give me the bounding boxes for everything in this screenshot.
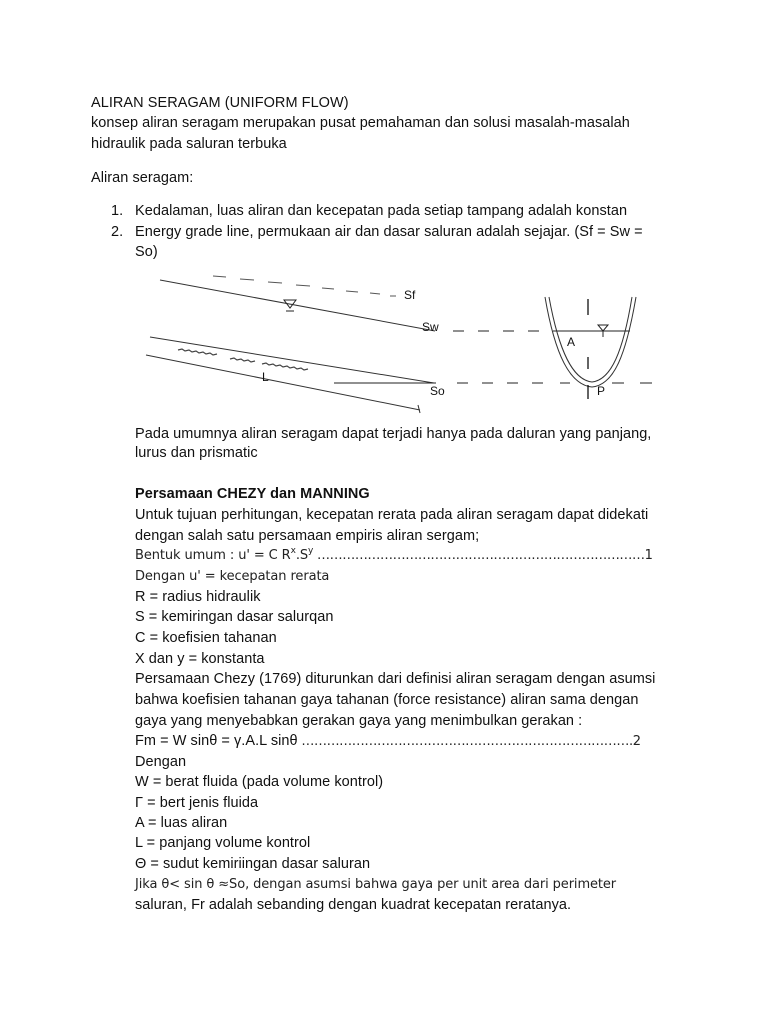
intro-line-1: konsep aliran seragam merupakan pusat pemahaman dan solusi masalah-masalah: [91, 115, 630, 131]
cross-section-triangle-icon: [598, 325, 608, 331]
def-u: Dengan u' = kecepatan rerata: [135, 569, 330, 584]
channel-cross-section-inner: [549, 297, 632, 382]
chezy-heading: Persamaan CHEZY dan MANNING: [135, 486, 370, 502]
list-item-2: Energy grade line, permukaan air dan dasar saluran adalah sejajar. (Sf = Sw =: [135, 224, 643, 240]
eq1-sup-y: y: [308, 546, 314, 556]
list-number-1: 1.: [111, 203, 124, 219]
chezy-para-line-1: Persamaan Chezy (1769) diturunkan dari definisi aliran seragam dengan asumsi: [135, 671, 656, 687]
eq1-prefix: Bentuk umum : u' = C R: [135, 548, 291, 563]
page-title: ALIRAN SERAGAM (UNIFORM FLOW): [91, 95, 349, 111]
def-xy: X dan y = konstanta: [135, 651, 265, 667]
water-surface-line: [160, 280, 435, 331]
list-item-1: Kedalaman, luas aliran dan kecepatan pada setiap tampang adalah konstan: [135, 203, 628, 219]
eq2-prefix: Fm = W sinθ = γ.A.L sinθ: [135, 733, 298, 749]
aliran-heading: Aliran seragam:: [91, 170, 194, 186]
so-label: So: [430, 384, 445, 398]
list-number-2: 2.: [111, 224, 124, 240]
uniform-para-line-1: Pada umumnya aliran seragam dapat terjadi hanya pada daluran yang panjang,: [135, 426, 652, 442]
a-label: A: [567, 335, 576, 349]
list-item-2-cont: So): [135, 244, 158, 260]
p-label: P: [597, 384, 606, 398]
l-label: L: [262, 370, 269, 384]
def-a: A = luas aliran: [135, 815, 228, 831]
channel-bed-line-upper: [150, 337, 434, 383]
sw-label: Sw: [422, 320, 439, 334]
bed-end-tick: [418, 405, 420, 413]
last-line-2: saluran, Fr adalah sebanding dengan kuadrat kecepatan reratanya.: [135, 897, 572, 913]
energy-grade-line: [213, 276, 396, 296]
def-c: C = koefisien tahanan: [135, 630, 277, 646]
eq1-mid: .S: [295, 548, 309, 563]
def-l: L = panjang volume kontrol: [135, 835, 311, 851]
sf-label: Sf: [404, 288, 416, 302]
eq1-sup-x: x: [290, 546, 296, 556]
chezy-para-line-2: bahwa koefisien tahanan gaya tahanan (force resistance) aliran sama dengan: [135, 692, 639, 708]
eq2-dots: …………………………………………………………………….2: [297, 734, 641, 749]
chezy-para-line-3: gaya yang menyebabkan gerakan gaya yang menimbulkan gerakan :: [135, 713, 583, 729]
uniform-flow-diagram: [0, 265, 768, 425]
def-r: R = radius hidraulik: [135, 589, 261, 605]
def-gamma: Γ = bert jenis fluida: [135, 795, 259, 811]
def-theta: Θ = sudut kemiriingan dasar saluran: [135, 856, 371, 872]
def-w: W = berat fluida (pada volume kontrol): [135, 774, 384, 790]
eq1-dots: ……………………………………………………………………1: [313, 548, 653, 563]
uniform-para-line-2: lurus dan prismatic: [135, 445, 258, 461]
equation-2: [135, 731, 641, 752]
def-s: S = kemiringan dasar salurqan: [135, 609, 334, 625]
equation-1: [135, 546, 653, 566]
def-dengan: Dengan: [135, 754, 187, 770]
intro-line-2: hidraulik pada saluran terbuka: [91, 136, 287, 152]
chezy-intro-line-1: Untuk tujuan perhitungan, kecepatan rerata pada aliran seragam dapat didekati: [135, 507, 649, 523]
last-line-1: Jika θ< sin θ ≈So, dengan asumsi bahwa gaya per unit area dari perimeter: [135, 877, 617, 892]
chezy-intro-line-2: dengan salah satu persamaan empiris aliran sergam;: [135, 528, 480, 544]
